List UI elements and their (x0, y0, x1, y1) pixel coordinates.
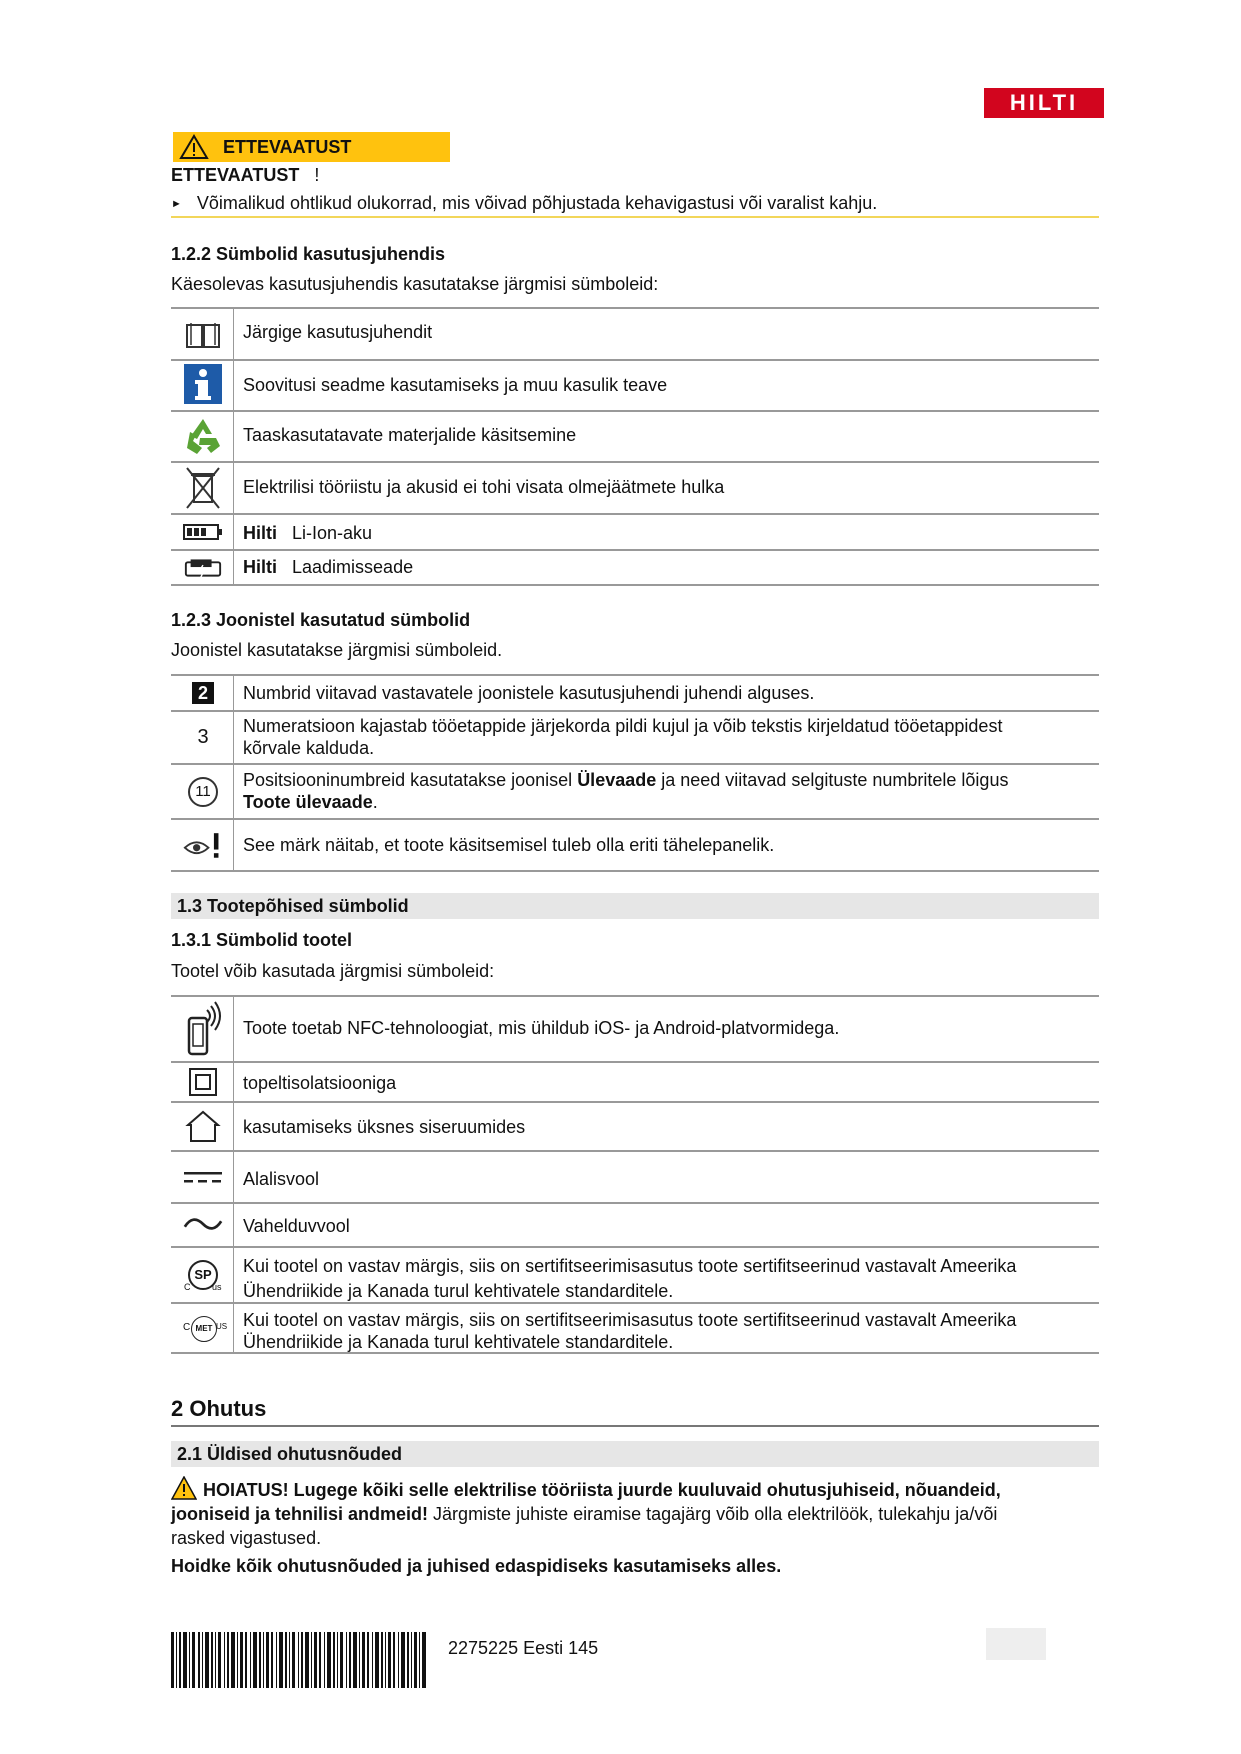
symbol-text: Kui tootel on vastav märgis, siis on sertifitseerimisasutus toote sertifitseerinud vastavalt Ameerika Ühendriikide ja Kanada turul kehtivatele standarditele. (243, 1310, 1017, 1352)
nfc-phone-icon (183, 998, 223, 1060)
warning-heading: ETTEVAATUST ! (171, 165, 320, 185)
hoiatus-line: jooniseid ja tehnilisi andmeid! Järgmiste juhiste eiramise tagajärg võib olla elektrilöök, tulekahju ja/või (171, 1504, 998, 1524)
hilti-logo: HILTI (984, 88, 1104, 118)
keep-instructions: Hoidke kõik ohutusnõuded ja juhised edaspidiseks kasutamiseks alles. (171, 1556, 782, 1576)
hoiatus-line: rasked vigastused. (171, 1528, 322, 1548)
symbol-text: Kui tootel on vastav märgis, siis on sertifitseerimisasutus toote sertifitseerinud vastavalt Ameerika Ühendriikide ja Kanada turul kehtivatele standarditele. (243, 1256, 1017, 1301)
symbol-text: Taaskasutatavate materjalide käsitsemine (243, 425, 577, 445)
section-bar-2-1: 2.1 Üldised ohutusnõuded (171, 1441, 1099, 1467)
symbol-text: Elektrilisi tööriistu ja akusid ei tohi visata olmejäätmete hulka (243, 477, 725, 497)
chapter-heading: 2 Ohutus (171, 1396, 267, 1421)
crossed-bin-icon (183, 464, 223, 512)
symbol-text: Järgige kasutusjuhendit (243, 322, 433, 342)
hoiatus-line: HOIATUS! Lugege kõiki selle elektrilise tööriista juurde kuuluvaid ohutusjuhiseid, nõuandeid, (203, 1480, 1001, 1500)
met-mark-icon: C MET US (183, 1304, 223, 1354)
figure-number-icon: 2 (183, 677, 223, 709)
book-icon (183, 314, 223, 356)
battery-icon (183, 516, 223, 548)
warning-bullet: ► Võimalikud ohtlikud olukorrad, mis võivad põhjustada kehavigastusi või varalist kahju. (171, 193, 878, 213)
section-intro-1-3-1: Tootel võib kasutada järgmisi sümboleid: (171, 961, 495, 981)
section-heading-1-2-3: 1.2.3 Joonistel kasutatud sümbolid (171, 610, 471, 630)
charger-icon (183, 552, 223, 584)
recycle-icon (183, 413, 223, 459)
symbol-text: See märk näitab, et toote käsitsemisel tuleb olla eriti tähelepanelik. (243, 835, 775, 855)
double-insulation-icon (183, 1063, 223, 1101)
symbol-text: Vahelduvvool (243, 1216, 350, 1236)
direct-current-icon (183, 1152, 223, 1202)
alternating-current-icon (183, 1204, 223, 1244)
warning-triangle-icon (179, 134, 209, 160)
section-bar-1-3: 1.3 Tootepõhised sümbolid (171, 893, 1099, 919)
warning-label: ETTEVAATUST (223, 137, 352, 157)
info-icon (183, 362, 223, 406)
section-heading-1-3-1: 1.3.1 Sümbolid tootel (171, 930, 353, 950)
symbol-text: Hilti Laadimisseade (243, 557, 414, 577)
position-number-icon: 11 (183, 766, 223, 818)
indoor-house-icon (183, 1103, 223, 1149)
csa-mark-icon: SP C us (183, 1248, 223, 1302)
symbol-text: Alalisvool (243, 1169, 320, 1189)
symbol-text: Soovitusi seadme kasutamiseks ja muu kasulik teave (243, 375, 668, 395)
symbol-text: Numeratsioon kajastab tööetappide järjekorda pildi kujul ja võib tekstis kirjeldatud tööetappidest kõrvale kalduda. (243, 716, 1003, 758)
symbol-text: Hilti Li-Ion-aku (243, 523, 373, 543)
attention-eye-icon (183, 820, 223, 870)
section-intro-1-2-3: Joonistel kasutatakse järgmisi sümboleid. (171, 640, 503, 660)
symbol-text: Numbrid viitavad vastavatele joonistele kasutusjuhendi juhendi alguses. (243, 683, 815, 703)
warning-label-box (173, 132, 450, 162)
section-intro-1-2-2: Käesolevas kasutusjuhendis kasutatakse järgmisi sümboleid: (171, 274, 659, 294)
step-number-icon: 3 (197, 725, 209, 748)
footer-doc-info: 2275225 Eesti 145 (448, 1638, 599, 1658)
warning-triangle-icon (171, 1476, 197, 1500)
symbol-text: Positsiooninumbreid kasutatakse joonisel Ülevaade ja need viitavad selgituste numbritele lõigus Toote ülevaade. (243, 770, 1009, 812)
symbol-text: kasutamiseks üksnes siseruumides (243, 1117, 526, 1137)
symbol-text: Toote toetab NFC-tehnoloogiat, mis ühildub iOS- ja Android-platvormidega. (243, 1018, 840, 1038)
page-tab-marker (986, 1628, 1046, 1660)
symbol-text: topeltisolatsiooniga (243, 1073, 397, 1093)
section-heading-1-2-2: 1.2.2 Sümbolid kasutusjuhendis (171, 244, 446, 264)
barcode (171, 1632, 426, 1688)
